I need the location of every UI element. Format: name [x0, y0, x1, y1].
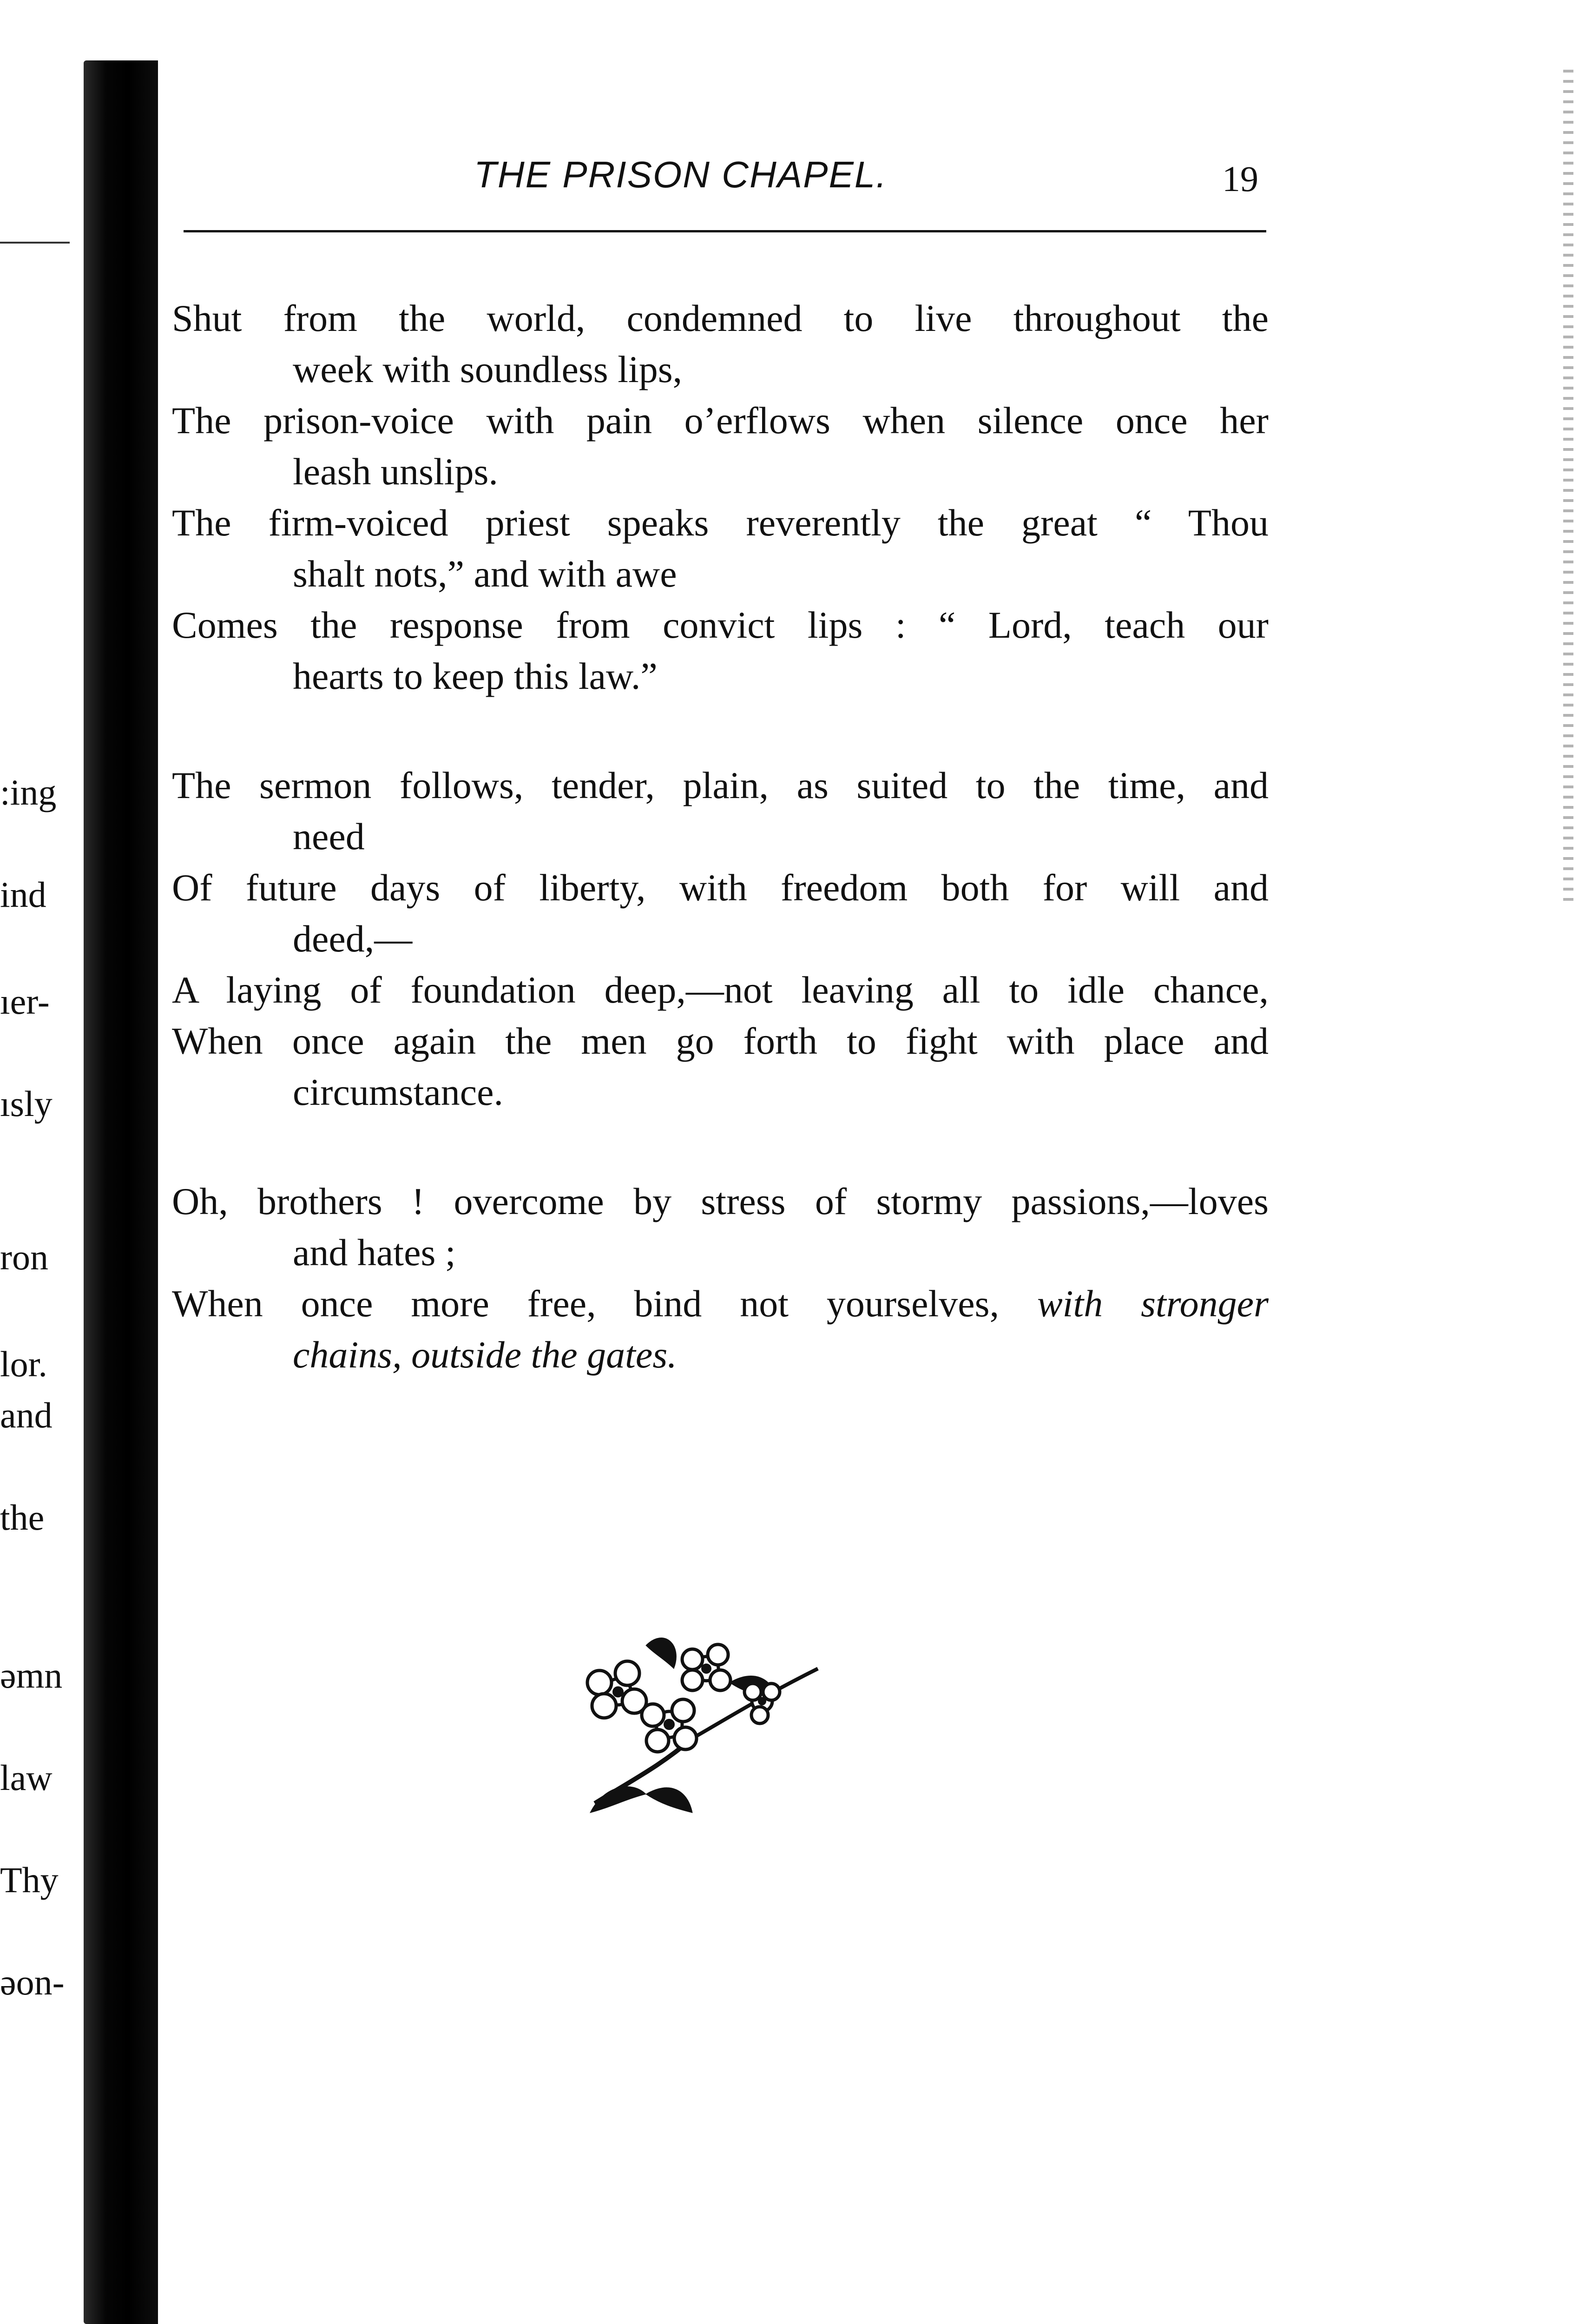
verse-line: chains, outside the gates.: [293, 1334, 677, 1376]
left-page-fragment: ind: [0, 874, 46, 915]
verse-line: [172, 1278, 1269, 1329]
left-page-fragment: and: [0, 1395, 53, 1435]
left-page-rule: [0, 242, 70, 244]
verse-line: The prison-voice with pain o’erflows when silence once her: [172, 399, 1269, 442]
left-page-fragment: əmn: [0, 1655, 63, 1696]
verse-line-italic: with stronger: [1037, 1282, 1269, 1325]
verse-line: leash unslips.: [293, 450, 498, 493]
verse-line: Of future days of liberty, with freedom both for will and: [172, 866, 1269, 909]
verse-line: The sermon follows, tender, plain, as suited to the time, and: [172, 764, 1269, 806]
page-edge-artifact: [1563, 70, 1573, 906]
header-rule: [184, 230, 1266, 232]
left-page-fragment: ron: [0, 1237, 48, 1277]
left-page-fragment: ısly: [0, 1083, 53, 1124]
binding-gutter: [84, 60, 158, 2324]
verse-line: A laying of foundation deep,—not leaving all to idle chance,: [172, 969, 1269, 1011]
verse-line: Oh, brothers ! overcome by stress of stormy passions,—loves: [172, 1180, 1269, 1222]
verse-line: deed,—: [293, 918, 413, 960]
verse-line: circumstance.: [293, 1071, 504, 1113]
verse-line: week with soundless lips,: [293, 348, 683, 390]
verse-line: hearts to keep this law.”: [293, 655, 658, 697]
verse-line: When once again the men go forth to fight with place and: [172, 1020, 1269, 1062]
left-page-fragment: ıer-: [0, 981, 50, 1022]
left-page-fragment: the: [0, 1497, 45, 1538]
left-page-fragment: Thy: [0, 1860, 59, 1900]
left-page-fragment: law: [0, 1757, 53, 1798]
verse-line: Comes the response from convict lips : “ Lord, teach our: [172, 604, 1269, 646]
verse-line: and hates ;: [293, 1231, 456, 1274]
verse-line-roman: When once more free, bind not yourselves,: [172, 1282, 1000, 1325]
page-number: 19: [1222, 158, 1258, 199]
verse-line: need: [293, 815, 365, 858]
verse-line: The firm-voiced priest speaks reverently the great “ Thou: [172, 502, 1269, 544]
verse-line: shalt nots,” and with awe: [293, 553, 677, 595]
verse-line: Shut from the world, condemned to live throughout the: [172, 297, 1269, 339]
left-page-fragment: :ing: [0, 772, 57, 812]
floral-tailpiece-icon: [576, 1627, 836, 1822]
left-page-fragment: lor.: [0, 1344, 47, 1384]
left-page-fragment: əon-: [0, 1962, 65, 2002]
running-head: THE PRISON CHAPEL.: [474, 154, 888, 195]
